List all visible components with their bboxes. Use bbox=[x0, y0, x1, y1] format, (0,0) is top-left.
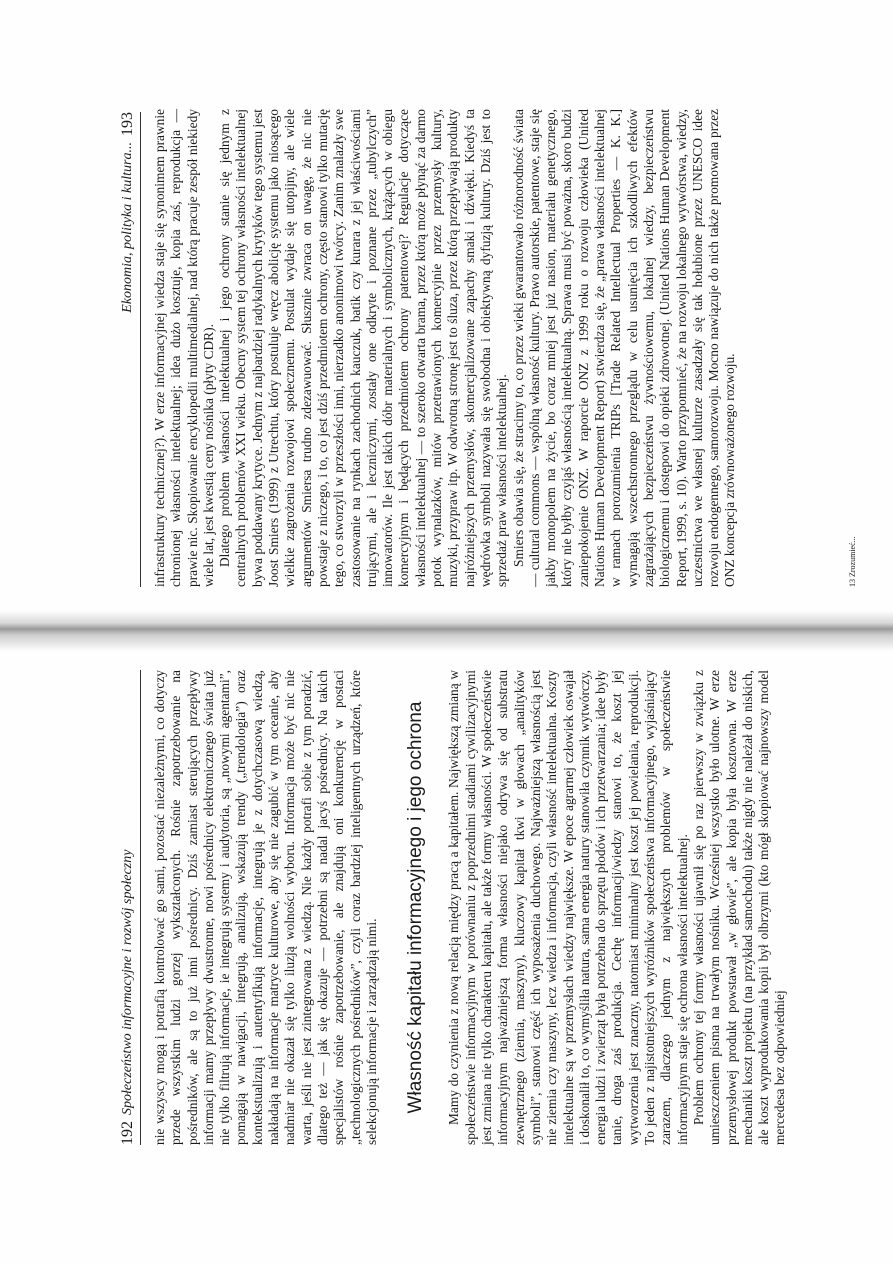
paragraph: infrastruktury technicznej?). W erze informacyjnej wiedza staje się synonimem prawnie chronionej własności intelektualnej; idea dużo kosztuje, kopia zaś, reprodukcja — prawie nic. Skopiowanie encyklopedii multimedialnej, nad którą pracuje zespół niekiedy wiele lat, jest kwestią ceny nośnika (płyty CDR). bbox=[152, 109, 216, 587]
section-heading: Własność kapitału informacyjnego i jego ochrona bbox=[405, 701, 427, 1114]
paragraph: Problem ochrony tej formy własności ujawnił się po raz pierwszy w związku z umieszczeniem pisma na trwałym nośniku. Wcześniej wszystko było ulotne. W erze przemysłowej produkt powstawał „w głowie”, ale kopia była kosztowna. W erze mechaniki koszt projektu (na przykład samochodu) także nigdy nie należał do niskich, ale koszt wyprodukowania kopii był olbrzymi (kto mógł skopiować najnowszy model mercedesa bez odpowiedniej bbox=[690, 670, 788, 1145]
right-page-header bbox=[120, 112, 141, 587]
signature-footer: 13 Zrozumieć... bbox=[848, 536, 857, 587]
paragraph: Mamy do czynienia z nową relacją między pracą a kapitałem. Największą zmianą w społeczeństwie informacyjnym w porównaniu z poprzednimi stadiami cywilizacyjnymi jest zmiana nie tylko charakteru kapitału, ale także formy własności. W społeczeństwie informacyjnym najważniejszą forma własności niejako odrywa się od substratu zewnętrznego (ziemia, maszyny), kluczowy kapitał tkwi w głowach „analityków symboli”, stanowi część ich wyposażenia duchowego. Najważniejszą własnością jest nie ziemia czy maszyny, lecz wiedza i informacja, czyli własność intelektualna. Koszty intelektualne są w przemysłach wiedzy największe. W epoce agrarnej człowiek oswajał i doskonalił to, co wymyśliła natura, sama energia natury stanowiła czynnik wytwórczy, energia ludzi i zwierząt była potrzebna do sprzętu płodów i ich przetwarzania; idee były tanie, droga zaś produkcja. Cechę informacji/wiedzy stanowi to, że koszt jej wytworzenia jest znaczny, natomiast minimalny jest koszt jej powielania, reprodukcji. To jeden z najistotniejszych wyróżników społeczeństwa informacyjnego, wyjaśniający zarazem, dlaczego jednym z największych problemów w społeczeństwie informacyjnym staje się ochrona własności intelektualnej. bbox=[446, 670, 690, 1145]
left-page-header bbox=[120, 670, 141, 1145]
paragraph: Dlatego problem własności intelektualnej i jego ochrony stanie się jednym z centralnych problemów XXI wieku. Obecny system tej ochrony własności intelektualnej bywa poddawany krytyce. Jednym z najbardziej radykalnych krytyków tego systemu jest Joost Smiers (1999) z Utrechtu, który postuluje wręcz abolicję systemu jako niosącego wielkie zagrożenia rozwojowi społecznemu. Postulat wydaje się utopijny, ale wiele argumentów Smiersa trudno zdezawuować. Słusznie zwraca on uwagę, że nic nie powstaje z niczego, i to, co jest dziś przedmiotem ochrony, często stanowi tylko mutację tego, co stworzyli w przeszłości inni, nierzadko anonimowi twórcy. Zanim znalazły swe zastosowanie na rynkach zachodnich kauczuk, batik czy kurara z jej właściwościami trującymi, ale i leczniczymi, zostały one odkryte i poznane przez „tubylczych” innowatorów. Ile jest takich dóbr materialnych i symbolicznych, krążących w obiegu komercyjnym i będących przedmiotem ochrony patentowej? Regulacje dotyczące własności intelektualnej — to szeroko otwarta brama, przez którą może płynąć za darmo potok wynalazków, mitów przetrawionych komercyjnie przez przemysły kultury, muzyki, przypraw itp. W odwrotną stronę jest to śluza, przez którą przepływają produkty najróżniejszych przemysłów, skomercjalizowane zapachy smaki i dźwięki. Kiedyś ta wędrówka symboli nazywała się swobodna i obiektywną dyfuzją kultury. Dziś jest to sprzedaż praw własności intelektualnej. bbox=[217, 109, 510, 587]
left-page bbox=[0, 631, 893, 1263]
page-number: 192 bbox=[119, 1121, 136, 1145]
left-text-column bbox=[152, 670, 789, 1145]
running-title: Społeczeństwo informacyjne i rozwój społeczny bbox=[120, 849, 135, 1115]
paragraph: nie wszyscy mogą i potrafią kontrolować go sami, pozostać niezależnymi, co dotyczy przede wszystkim ludzi gorzej wykształconych. Rośnie zapotrzebowanie na pośredników, ale są to już inni pośrednicy. Dziś zamiast sterujących przepływy informacji mamy przepływy dwustronne, nowi pośrednicy elektronicznego świata już nie tylko filtrują informacje, ie integrują systemy i audytoria, są „nowymi agentami”, pomagają w nawigacji, integrują, analizują, wskazują trendy („trendologia”) oraz kontekstualizują i autentyfikują informacje, integrują je z dotychczasową wiedzą, nakładają na informacje matryce kulturowe, aby się nie zagubić w tym oceanie, aby nadmiar nie okazał się tylko iluzją wolności wyboru. Informacja może być nic nie warta, jeśli nie jest zintegrowana z wiedzą. Nie każdy potrafi sobie z tym poradzić, dlatego też — jak się okazuje — potrzebni są nadal jacyś pośrednicy. Na takich specjalistów rośnie zapotrzebowanie, ale znajdują oni konkurencję w postaci „technologicznych pośredników”, czyli coraz bardziej inteligentnych urządzeń, które selekcjonują informacje i zarządzają nimi. bbox=[152, 670, 379, 1145]
page-number: 193 bbox=[119, 112, 136, 136]
paragraph: Smiers obawia się, że stracimy to, co przez wieki gwarantowało różnorodność świata — cultural commons — wspólną własność kultury. Prawo autorskie, patentowe, staje się jakby monopolem na życie, bo coraz mniej jest już nasion, materiału genetycznego, który nie byłby czyjąś własnością intelektualną. Sprawa musi być poważna, skoro budzi zaniepokojenie ONZ. W raporcie ONZ z 1999 roku o rozwoju człowieka (United Nations Human Development Report) stwierdza się, że „prawa własności intelektualnej w ramach porozumienia TRIPs [Trade Related Intellectual Properties — K. K.] wymagają wszechstronnego przeglądu w celu usunięcia ich szkodliwych efektów zagrażających bezpieczeństwu żywnościowemu, lokalnej wiedzy, bezpieczeństwu biologicznemu i dostępowi do opieki zdrowotnej. (United Nations Human Development Report, 1999, s. 10). Warto przypomnieć, że na rozwoju lokalnego wytwórstwa, wiedzy, uczestnictwa we własnej kulturze zasadzały się tak hołubione przez UNESCO idee rozwoju endogennego, samorozwoju. Mocno nawiązuje do nich także promowana przez ONZ koncepcja zrównoważonego rozwoju. bbox=[510, 109, 738, 587]
right-page bbox=[0, 0, 893, 631]
running-title: Ekonomia, polityka i kultura... bbox=[120, 142, 135, 313]
right-text-column bbox=[152, 109, 739, 587]
